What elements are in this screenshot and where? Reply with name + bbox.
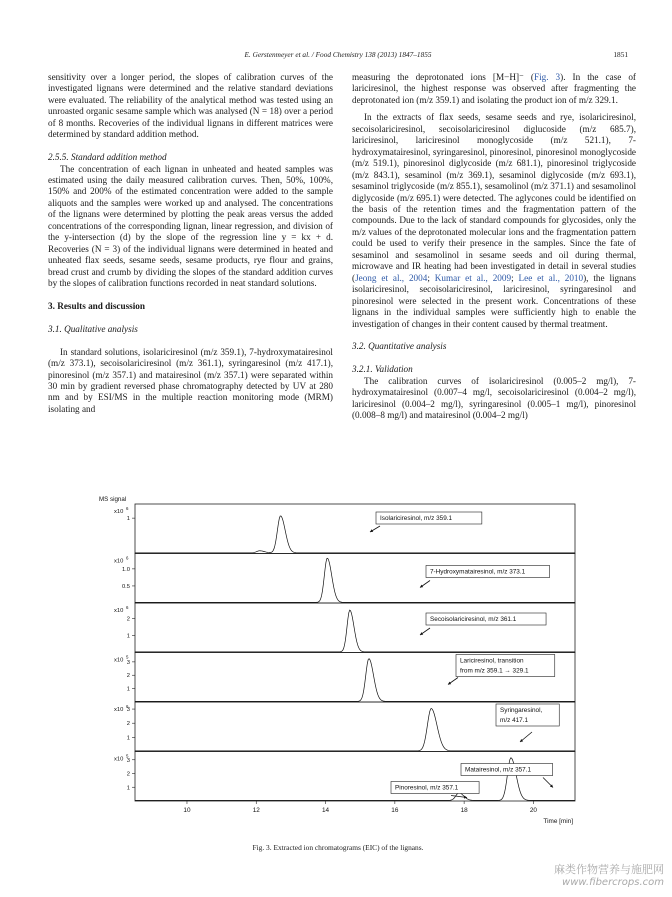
y-tick-label: 1 <box>126 633 130 640</box>
watermark <box>554 863 664 889</box>
heading-3-1: 3.1. Qualitative analysis <box>48 323 138 334</box>
y-tick-label: 2 <box>126 721 130 728</box>
peak-label: 7-Hydroxymatairesinol, m/z 373.1 <box>430 568 526 576</box>
peak-label: Matairesinol, m/z 357.1 <box>465 766 532 774</box>
y-tick-label: 3 <box>126 659 130 666</box>
x-tick-label: 12 <box>252 807 260 814</box>
y-exponent-power: 6 <box>126 704 129 709</box>
y-exponent-label: x10 <box>114 608 124 614</box>
y-tick-label: 1 <box>126 785 130 792</box>
paragraph-extracts: In the extracts of flax seeds, sesame seeds and rye, isolariciresinol, secoisolariciresinol, secoisolariciresinol diglucoside (m/z 685.7), lariciresinol, lariciresinol monoglycoside (m/z 521.1), 7-hydroxymatairesinol, syringaresinol, pinoresinol, pinoresinol monoglycoside (m/z 519.1), pinoresinol diglycoside (m/z 681.1), pinoresinol triglycoside (m/z 843.1), sesaminol (m/z 369.1), sesaminol diglycoside (m/z 693.1), sesaminol triglycoside (m/z 855.1), sesamolinol (m/z 371.1) and sesamolinol diglycoside (m/z 695.1) were detected. The aglycones could be identified on the basis of the retention times and the fragmentation pattern of the compounds. Due to the lack of standard compounds for glycosides, only the m/z values of the deprotonated molecular ions and the fragmentation pattern could be used to verify their presence in the samples. Since the fate of sesaminol and sesamolinol in sesame seeds and oil during thermal, microwave and IR heating had been investigated in detail in several studies (Jeong et al., 2004; Kumar et al., 2009; Lee et al., 2010), the lignans isolariciresinol, secoisolariciresinol, lariciresinol, syringaresinol and pinoresinol were selected in the present work. Concentrations of these lignans in the individual samples were sufficiently high to enable the investigation of changes in their content caused by thermal treatment. <box>352 112 636 329</box>
x-axis-label: Time [min] <box>543 818 573 825</box>
y-tick-label: 3 <box>126 707 130 714</box>
paragraph-intro: sensitivity over a longer period, the slopes of calibration curves of the investigated lignans were determined and the relative standard deviations were evaluated. The reliability of the analytical method was tested using an unroasted organic sesame sample which was analysed (N = 18) over a period of 8 months. Recoveries of the individual lignans in different matrices were determined by standard addition method. <box>48 72 333 140</box>
peak-label: Secoisolariciresinol, m/z 361.1 <box>430 616 517 623</box>
peak-label: Isolariciresinol, m/z 359.1 <box>380 515 453 522</box>
y-tick-label: 1 <box>126 686 130 693</box>
y-exponent-label: x10 <box>114 657 124 664</box>
y-tick-label: 2 <box>126 673 130 680</box>
y-tick-label: 1 <box>126 735 130 742</box>
panel-frame <box>135 603 575 653</box>
y-exponent-label: x10 <box>114 756 124 763</box>
figure-caption: Fig. 3. Extracted ion chromatograms (EIC) of the lignans. <box>252 843 424 852</box>
paragraph-continued: measuring the deprotonated ions [M−H]⁻ (Fig. 3). In the case of lariciresinol, the highest response was observed after fragmenting the deprotonated ion (m/z 359.1) and isolating the product ion of m/z 329.1. <box>352 72 636 105</box>
peak-label: Syringaresinol, <box>500 707 543 714</box>
heading-3: 3. Results and discussion <box>48 300 146 311</box>
y-axis-label: MS signal <box>99 496 127 503</box>
y-exponent-power: 5 <box>126 753 129 759</box>
heading-3-2: 3.2. Quantitative analysis <box>352 341 447 352</box>
y-tick-label: 1 <box>126 516 130 523</box>
figure-3 <box>95 494 595 834</box>
y-exponent-label: x10 <box>114 558 124 565</box>
y-exponent-power: 6 <box>126 506 129 511</box>
y-exponent-label: x10 <box>114 509 124 515</box>
ref-lee-2010[interactable]: Lee et al., 2010 <box>518 272 584 283</box>
watermark-text: 麻类作物营养与施肥网 <box>554 863 664 876</box>
y-tick-label: 2 <box>126 616 130 623</box>
left-column <box>48 72 333 415</box>
running-header <box>48 50 628 64</box>
y-tick-label: 2 <box>126 771 130 778</box>
heading-2-5-5: 2.5.5. Standard addition method <box>48 152 167 163</box>
peak-label: Lariciresinol, transition <box>460 657 524 665</box>
y-exponent-power: 6 <box>126 555 129 561</box>
watermark-url: www.fibercrops.com <box>562 877 664 888</box>
paragraph-qualitative: In standard solutions, isolariciresinol (m/z 359.1), 7-hydroxymatairesinol (m/z 373.1), secoisolariciresinol (m/z 361.1), syringaresinol (m/z 417.1), pinoresinol (m/z 357.1) and matairesinol (m/z 357.1) were separated within 30 min by gradient reversed phase chromatography detected by UV at 280 nm and by ESI/MS in the multiple reaction monitoring mode (MRM) isolating and <box>48 346 333 414</box>
panel-frame <box>135 554 575 604</box>
panel-frame <box>135 752 575 802</box>
peak-label: from m/z 359.1 → 329.1 <box>460 667 529 675</box>
running-title: E. Gerstenmeyer et al. / Food Chemistry 138 (2013) 1847–1855 <box>244 50 432 59</box>
y-tick-label: 3 <box>126 757 130 764</box>
panel-frame <box>135 504 575 554</box>
chromatogram-chart <box>95 494 595 834</box>
x-tick-label: 10 <box>183 807 191 814</box>
x-tick-label: 18 <box>460 807 468 814</box>
page-number: 1851 <box>613 50 628 59</box>
chromatogram-trace <box>135 558 575 602</box>
peak-label: Pinoresinol, m/z 357.1 <box>395 784 459 792</box>
paragraph-standard-addition: The concentration of each lignan in unheated and heated samples was estimated using the daily measured calibration curves. Then, 50%, 100%, 150% and 200% of the estimated concentration were added to the sample aliquots and the samples were worked up and analysed. The concentrations of the lignans were determined by plotting the peak areas versus the added concentrations of the corresponding lignan, linear regression, and division of the y-intersection (d) by the slope of the regression line y = kx + d. Recoveries (N = 3) of the individual lignans were determined in heated and unheated flax seeds, sesame seeds, sesame products, rye flour and grains, bread crust and crumb by dividing the slopes of the standard addition curves by the slopes of calibration functions recorded in neat standard solutions. <box>48 163 333 289</box>
x-tick-label: 14 <box>321 807 330 814</box>
fig-3-link[interactable]: Fig. 3 <box>533 72 561 82</box>
y-exponent-power: 6 <box>126 605 129 610</box>
x-tick-label: 20 <box>529 807 537 814</box>
peak-label: m/z 417.1 <box>500 717 529 724</box>
y-exponent-power: 5 <box>126 654 129 660</box>
heading-3-2-1: 3.2.1. Validation <box>352 364 413 375</box>
paragraph-validation: The calibration curves of isolariciresinol (0.005–2 mg/l), 7-hydroxymatairesinol (0.007–4 mg/l, secoisolariciresinol (0.004–2 mg/l), lariciresinol (0.004–2 mg/l), syringaresinol (0.005–1 mg/l), pinoresinol (0.008–8 mg/l) and matairesinol (0.004–2 mg/l) <box>352 375 636 421</box>
x-tick-label: 16 <box>391 807 399 814</box>
y-tick-label: 0.5 <box>121 583 130 590</box>
y-exponent-label: x10 <box>114 707 124 713</box>
y-tick-label: 1.0 <box>121 566 130 573</box>
right-column <box>352 72 636 421</box>
ref-kumar-2009[interactable]: Kumar et al., 2009 <box>434 272 512 283</box>
chromatogram-trace <box>135 516 575 553</box>
ref-jeong-2004[interactable]: Jeong et al., 2004 <box>355 272 428 283</box>
